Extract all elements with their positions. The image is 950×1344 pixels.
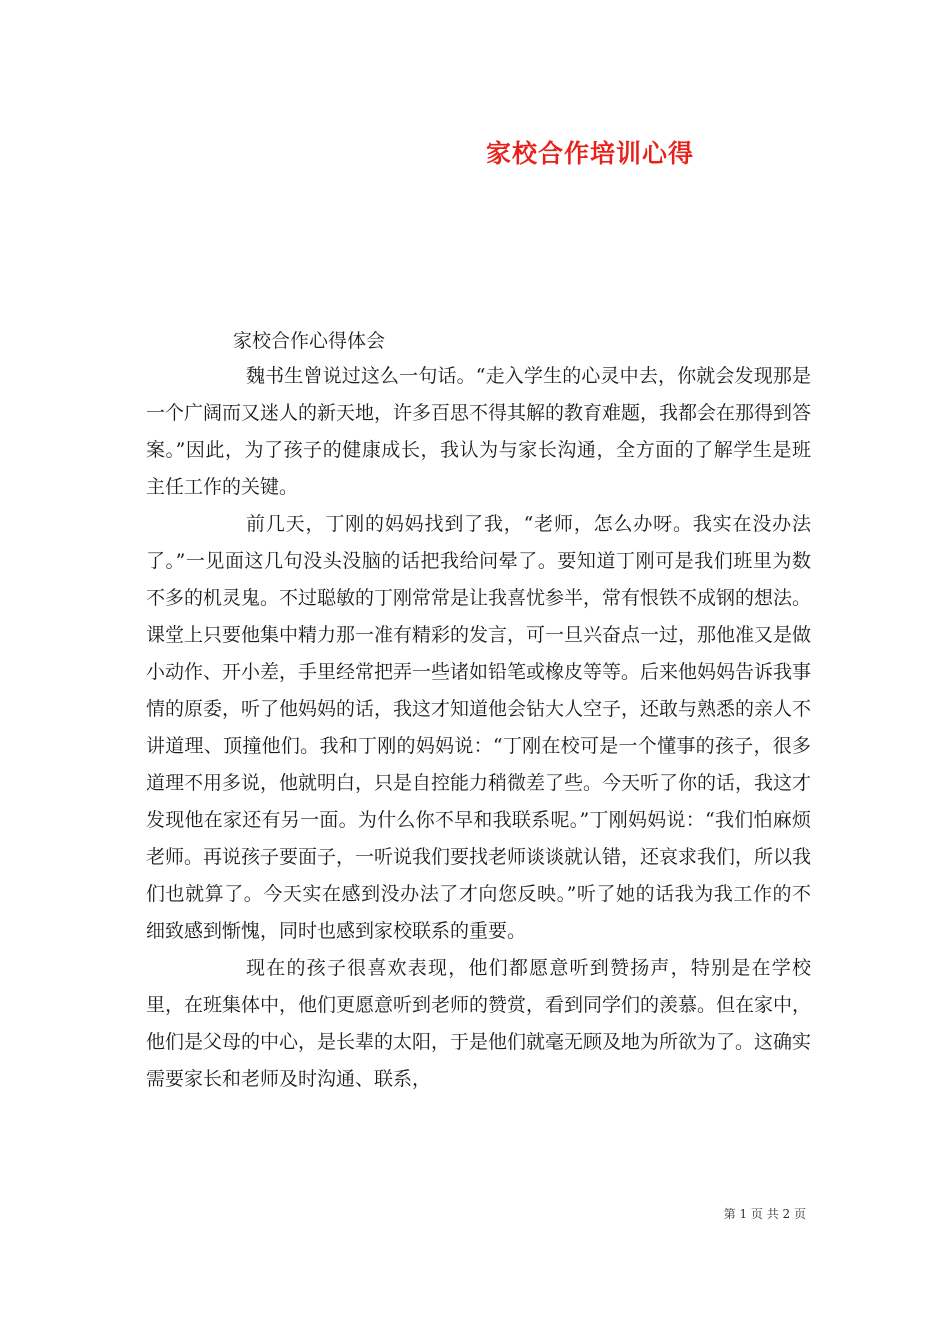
paragraph: 前几天，丁刚的妈妈找到了我，“老师，怎么办呀。我实在没办法了。”一见面这几句没头没脑的话把我给问晕了。要知道丁刚可是我们班里为数不多的机灵鬼。不过聪敏的丁刚常常是让我喜忧参半，常有恨铁不成钢的想法。课堂上只要他集中精力那一准有精彩的发言，可一旦兴奋点一过，那他准又是做小动作、开小差，手里经常把弄一些诸如铅笔或橡皮等等。后来他妈妈告诉我事情的原委，听了他妈妈的话，我这才知道他会钻大人空子，还敢与熟悉的亲人不讲道理、顶撞他们。我和丁刚的妈妈说：“丁刚在校可是一个懂事的孩子，很多道理不用多说，他就明白，只是自控能力稍微差了些。今天听了你的话，我这才发现他在家还有另一面。为什么你不早和我联系呢。”丁刚妈妈说：“我们怕麻烦老师。再说孩子要面子，一听说我们要找老师谈谈就认错，还哀求我们，所以我们也就算了。今天实在感到没办法了才向您反映。”听了她的话我为我工作的不细致感到惭愧，同时也感到家校联系的重要。 [146, 513, 812, 942]
document-body [146, 358, 811, 1098]
paragraph: 现在的孩子很喜欢表现，他们都愿意听到赞扬声，特别是在学校里，在班集体中，他们更愿意听到老师的赞赏，看到同学们的羡慕。但在家中，他们是父母的中心，是长辈的太阳，于是他们就毫无顾及地为所欲为了。这确实需要家长和老师及时沟通、联系， [146, 957, 812, 1090]
document-subtitle: 家校合作心得体会 [233, 330, 386, 352]
page-footer: 第 1 页 共 2 页 [723, 1207, 806, 1221]
document-title: 家校合作培训心得 [485, 139, 694, 168]
paragraph: 魏书生曾说过这么一句话。“走入学生的心灵中去，你就会发现那是一个广阔而又迷人的新天地，许多百思不得其解的教育难题，我都会在那得到答案。”因此，为了孩子的健康成长，我认为与家长沟通，全方面的了解学生是班主任工作的关键。 [146, 365, 812, 498]
